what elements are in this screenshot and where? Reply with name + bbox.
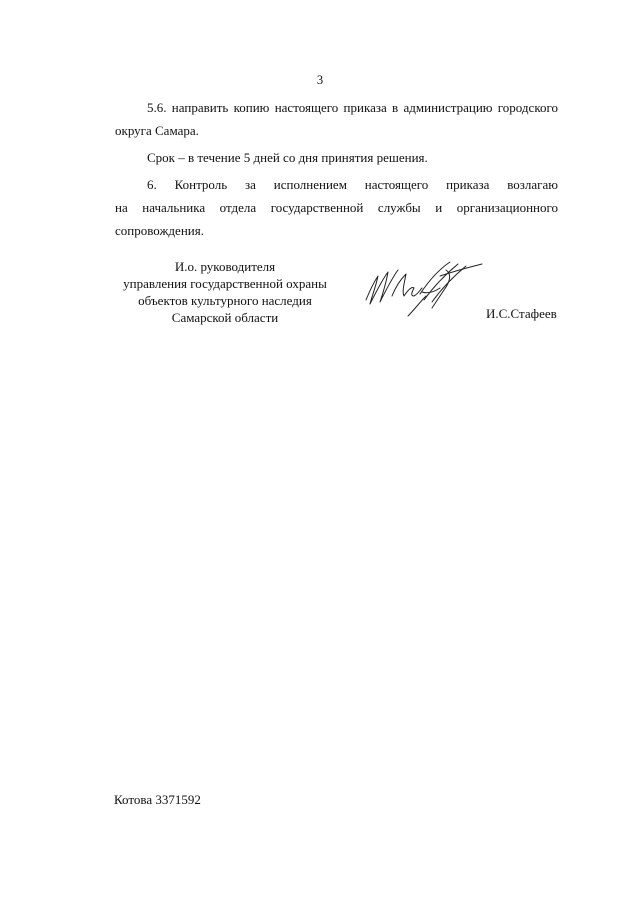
- paragraph-5-6: [115, 96, 558, 142]
- position-line: Самарской области: [171, 310, 279, 325]
- document-body: [115, 96, 558, 242]
- signer-name: И.С.Стафеев: [486, 306, 557, 321]
- paragraph-line: 6. Контроль за исполнением настоящего приказа возлагаю: [147, 177, 558, 192]
- paragraph-deadline: [115, 146, 558, 169]
- paragraph-line: на начальника отдела государственной службы и организационного: [115, 200, 558, 215]
- position-line: объектов культурного наследия: [138, 293, 312, 308]
- position-line: управления государственной охраны: [123, 276, 327, 291]
- paragraph-6: [115, 173, 558, 242]
- executor-contact: Котова 3371592: [114, 792, 201, 807]
- handwritten-signature: [362, 256, 492, 322]
- paragraph-line: Срок – в течение 5 дней со дня принятия решения.: [147, 150, 428, 165]
- signatory-position: [110, 258, 340, 326]
- paragraph-line: сопровождения.: [115, 223, 204, 238]
- position-line: И.о. руководителя: [174, 259, 276, 274]
- page-number: 3: [316, 73, 324, 87]
- paragraph-line: 5.6. направить копию настоящего приказа в администрацию городского: [147, 100, 558, 115]
- paragraph-line: округа Самара.: [115, 123, 199, 138]
